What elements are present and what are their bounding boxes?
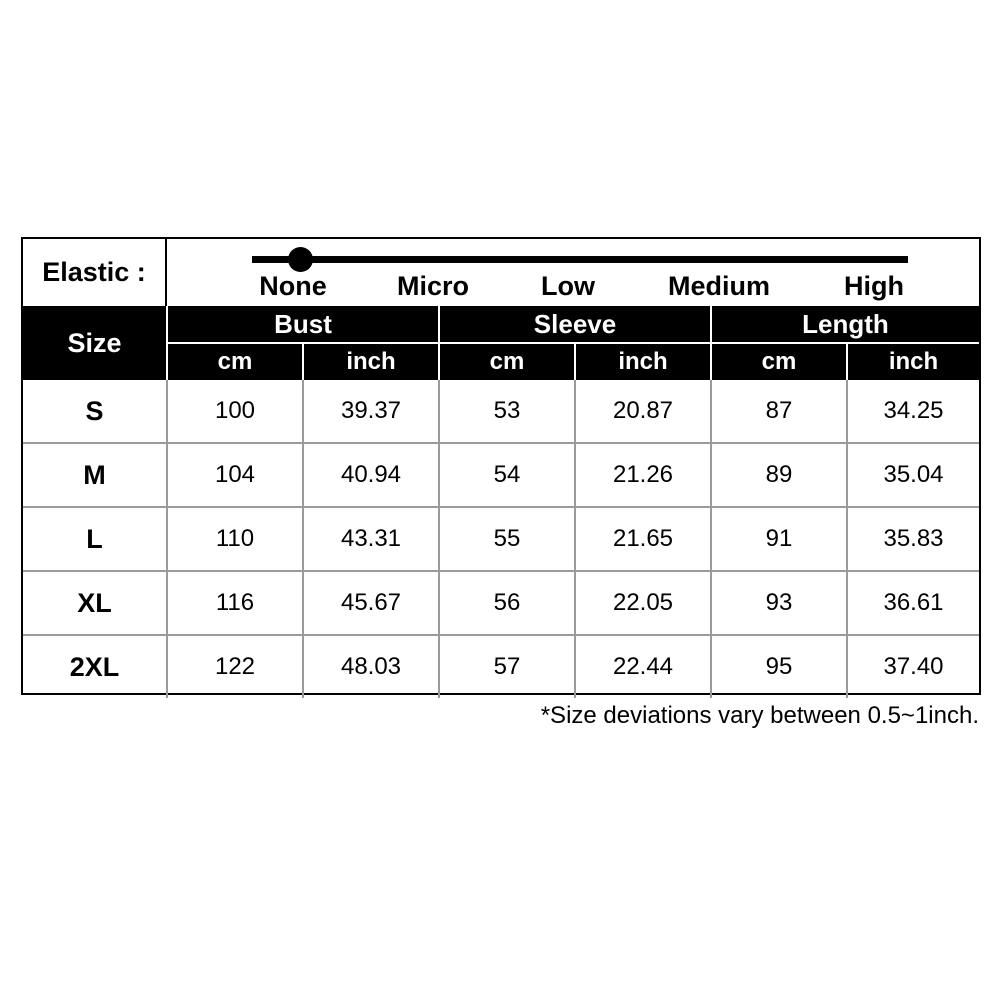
sleeve-cm-cell: 55	[439, 507, 575, 571]
length-cm-cell: 89	[711, 443, 847, 507]
elastic-level-none: None	[259, 271, 327, 301]
table-row	[23, 571, 979, 635]
size-cell: L	[23, 507, 167, 571]
elastic-indicator	[288, 247, 313, 272]
size-chart	[21, 237, 981, 695]
unit-header: cm	[167, 343, 303, 380]
sleeve-cm-cell: 56	[439, 571, 575, 635]
table-row	[23, 443, 979, 507]
bust-cm-cell: 110	[167, 507, 303, 571]
elastic-track	[252, 256, 908, 263]
length-inch-cell: 35.04	[847, 443, 979, 507]
sleeve-inch-cell: 22.05	[575, 571, 711, 635]
sleeve-inch-cell: 22.44	[575, 635, 711, 698]
elastic-label: Elastic :	[23, 239, 167, 306]
bust-inch-cell: 39.37	[303, 380, 439, 443]
bust-inch-cell: 48.03	[303, 635, 439, 698]
table-row	[23, 507, 979, 571]
elastic-scale	[23, 239, 979, 308]
size-cell: M	[23, 443, 167, 507]
length-cm-cell: 95	[711, 635, 847, 698]
sleeve-inch-cell: 21.65	[575, 507, 711, 571]
length-inch-cell: 36.61	[847, 571, 979, 635]
bust-inch-cell: 45.67	[303, 571, 439, 635]
bust-inch-cell: 40.94	[303, 443, 439, 507]
size-column-header: Size	[23, 306, 167, 380]
sleeve-inch-cell: 20.87	[575, 380, 711, 443]
sleeve-header: Sleeve	[439, 306, 711, 343]
bust-header: Bust	[167, 306, 439, 343]
elastic-level-high: High	[844, 271, 904, 301]
length-header: Length	[711, 306, 979, 343]
length-cm-cell: 93	[711, 571, 847, 635]
length-cm-cell: 87	[711, 380, 847, 443]
sleeve-cm-cell: 53	[439, 380, 575, 443]
table-row	[23, 635, 979, 698]
size-cell: S	[23, 380, 167, 443]
length-inch-cell: 37.40	[847, 635, 979, 698]
bust-inch-cell: 43.31	[303, 507, 439, 571]
size-cell: XL	[23, 571, 167, 635]
length-cm-cell: 91	[711, 507, 847, 571]
size-cell: 2XL	[23, 635, 167, 698]
length-inch-cell: 35.83	[847, 507, 979, 571]
bust-cm-cell: 100	[167, 380, 303, 443]
unit-header: inch	[303, 343, 439, 380]
size-table	[23, 306, 979, 698]
table-row	[23, 380, 979, 443]
unit-header: inch	[575, 343, 711, 380]
elastic-level-medium: Medium	[667, 271, 771, 301]
size-deviation-note: *Size deviations vary between 0.5~1inch.	[540, 702, 979, 729]
sleeve-cm-cell: 54	[439, 443, 575, 507]
sleeve-inch-cell: 21.26	[575, 443, 711, 507]
bust-cm-cell: 104	[167, 443, 303, 507]
unit-header: cm	[711, 343, 847, 380]
elastic-level-micro: Micro	[396, 271, 470, 301]
unit-header: inch	[847, 343, 979, 380]
sleeve-cm-cell: 57	[439, 635, 575, 698]
bust-cm-cell: 122	[167, 635, 303, 698]
elastic-level-low: Low	[541, 271, 595, 301]
unit-header: cm	[439, 343, 575, 380]
bust-cm-cell: 116	[167, 571, 303, 635]
length-inch-cell: 34.25	[847, 380, 979, 443]
